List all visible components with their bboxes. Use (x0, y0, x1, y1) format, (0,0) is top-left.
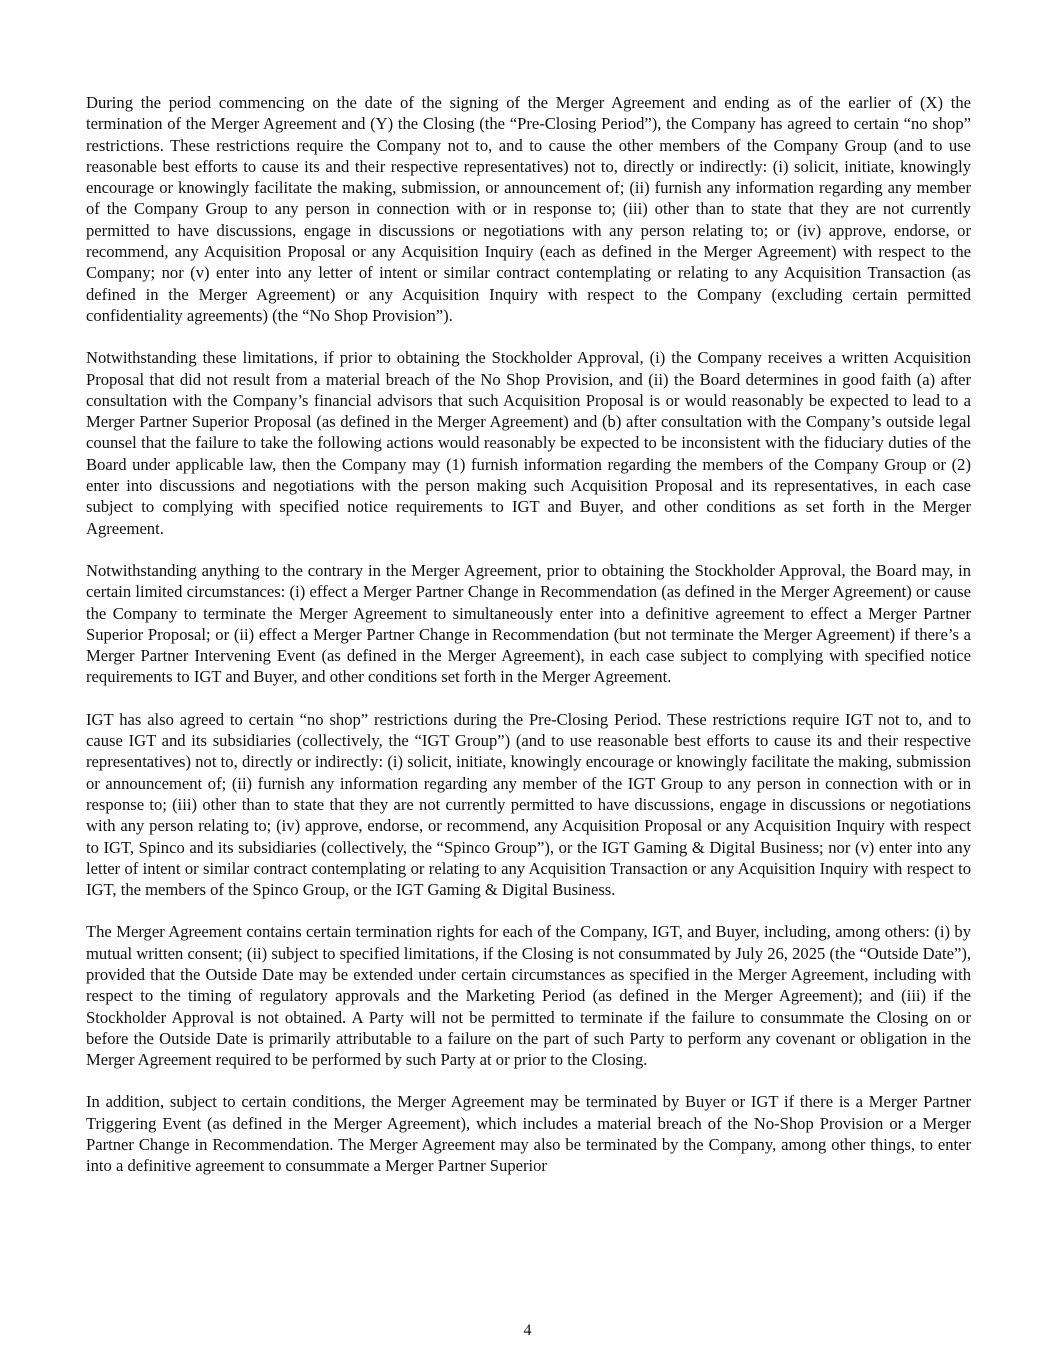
paragraph-change-in-recommendation: Notwithstanding anything to the contrary in the Merger Agreement, prior to obtaining the Stockholder Approval, the Board may, in certain limited circumstances: (i) effect a Merger Partner Change in Recommendation (as defined in the Merger Agreement) or cause the Company to terminate the Merger Agreement to simultaneously enter into a definitive agreement to effect a Merger Partner Superior Proposal; or (ii) effect a Merger Partner Change in Recommendation (but not terminate the Merger Agreement) if there’s a Merger Partner Intervening Event (as defined in the Merger Agreement), in each case subject to complying with specified notice requirements to IGT and Buyer, and other conditions set forth in the Merger Agreement. (86, 560, 971, 687)
document-page (86, 92, 971, 1198)
paragraph-no-shop-company: During the period commencing on the date of the signing of the Merger Agreement and ending as of the earlier of (X) the termination of the Merger Agreement and (Y) the Closing (the “Pre-Closing Period”), the Company has agreed to certain “no shop” restrictions. These restrictions require the Company not to, and to cause the other members of the Company Group (and to use reasonable best efforts to cause its and their respective representatives) not to, directly or indirectly: (i) solicit, initiate, knowingly encourage or knowingly facilitate the making, submission, or announcement of; (ii) furnish any information regarding any member of the Company Group to any person in connection with or in response to; (iii) other than to state that they are not currently permitted to have discussions, engage in discussions or negotiations with any person relating to; or (iv) approve, endorse, or recommend, any Acquisition Proposal or any Acquisition Inquiry (each as defined in the Merger Agreement) with respect to the Company; nor (v) enter into any letter of intent or similar contract contemplating or relating to any Acquisition Transaction (as defined in the Merger Agreement) or any Acquisition Inquiry with respect to the Company (excluding certain permitted confidentiality agreements) (the “No Shop Provision”). (86, 93, 971, 325)
page-number: 4 (523, 1322, 532, 1339)
paragraph-additional-termination: In addition, subject to certain conditions, the Merger Agreement may be terminated by Buyer or IGT if there is a Merger Partner Triggering Event (as defined in the Merger Agreement), which includes a material breach of the No-Shop Provision or a Merger Partner Change in Recommendation. The Merger Agreement may also be terminated by the Company, among other things, to enter into a definitive agreement to consummate a Merger Partner Superior (86, 1092, 971, 1176)
paragraph-termination-rights: The Merger Agreement contains certain termination rights for each of the Company, IGT, and Buyer, including, among others: (i) by mutual written consent; (ii) subject to specified limitations, if the Closing is not consummated by July 26, 2025 (the “Outside Date”), provided that the Outside Date may be extended under certain circumstances as specified in the Merger Agreement, including with respect to the timing of regulatory approvals and the Marketing Period (as defined in the Merger Agreement); and (iii) if the Stockholder Approval is not obtained. A Party will not be permitted to terminate if the failure to consummate the Closing on or before the Outside Date is primarily attributable to a failure on the part of such Party to perform any covenant or obligation in the Merger Agreement required to be performed by such Party at or prior to the Closing. (86, 922, 971, 1070)
paragraph-acquisition-proposal-exception: Notwithstanding these limitations, if prior to obtaining the Stockholder Approval, (i) the Company receives a written Acquisition Proposal that did not result from a material breach of the No Shop Provision, and (ii) the Board determines in good faith (a) after consultation with the Company’s financial advisors that such Acquisition Proposal is or would reasonably be expected to lead to a Merger Partner Superior Proposal (as defined in the Merger Agreement) and (b) after consultation with the Company’s outside legal counsel that the failure to take the following actions would reasonably be expected to be inconsistent with the fiduciary duties of the Board under applicable law, then the Company may (1) furnish information regarding the members of the Company Group or (2) enter into discussions and negotiations with the person making such Acquisition Proposal and its representatives, in each case subject to complying with specified notice requirements to IGT and Buyer, and other conditions as set forth in the Merger Agreement. (86, 348, 971, 538)
paragraph-no-shop-igt: IGT has also agreed to certain “no shop” restrictions during the Pre-Closing Period. These restrictions require IGT not to, and to cause IGT and its subsidiaries (collectively, the “IGT Group”) (and to use reasonable best efforts to cause its and their respective representatives) not to, directly or indirectly: (i) solicit, initiate, knowingly encourage or knowingly facilitate the making, submission or announcement of; (ii) furnish any information regarding any member of the IGT Group to any person in connection with or in response to; (iii) other than to state that they are not currently permitted to have discussions, engage in discussions or negotiations with any person relating to; (iv) approve, endorse, or recommend, any Acquisition Proposal or any Acquisition Inquiry with respect to IGT, Spinco and its subsidiaries (collectively, the “Spinco Group”), or the IGT Gaming & Digital Business; nor (v) enter into any letter of intent or similar contract contemplating or relating to any Acquisition Transaction or any Acquisition Inquiry with respect to IGT, the members of the Spinco Group, or the IGT Gaming & Digital Business. (86, 709, 971, 900)
